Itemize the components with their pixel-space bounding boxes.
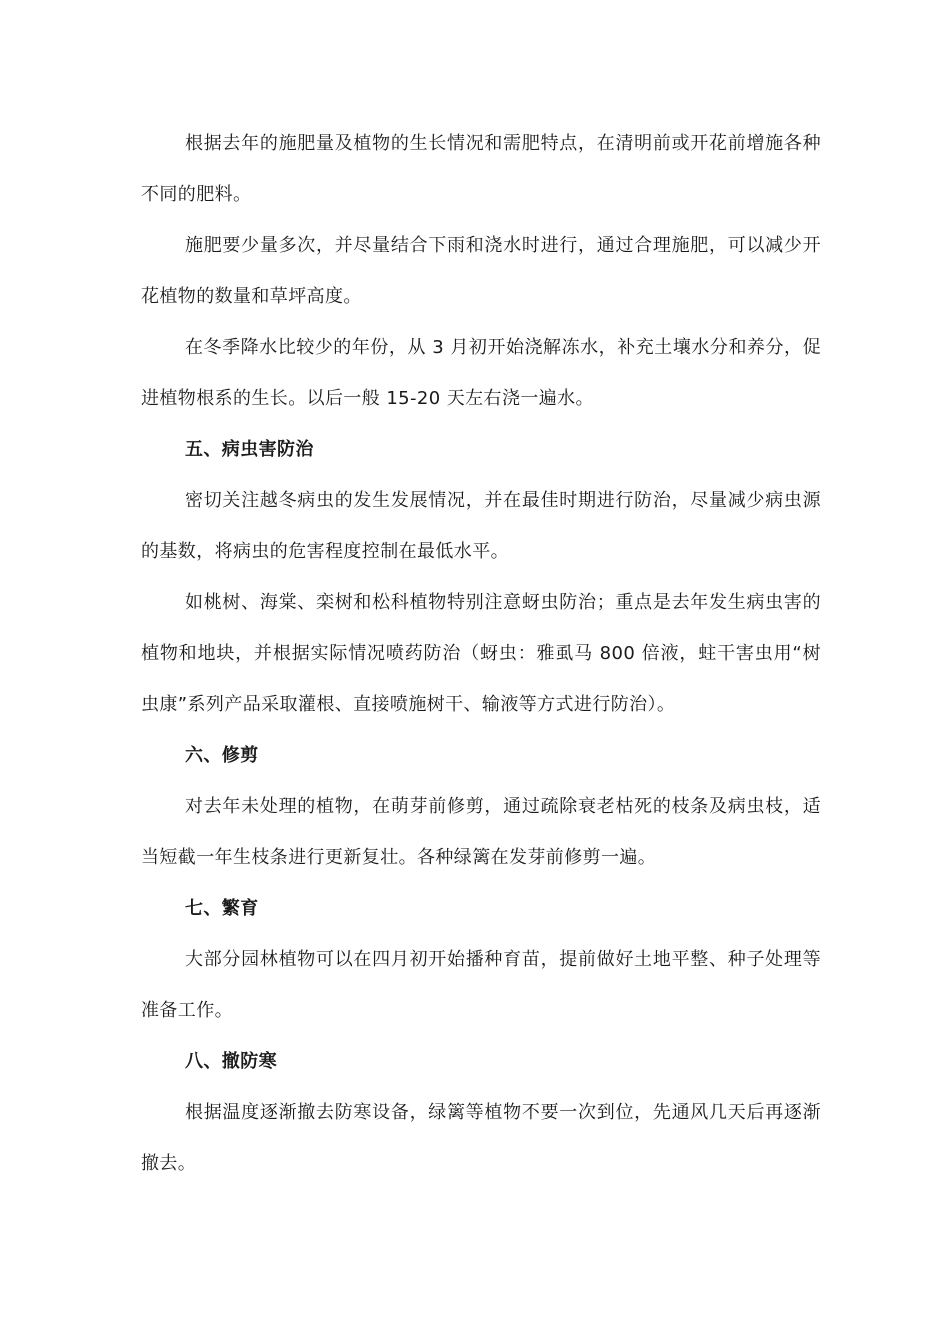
- paragraph-fertilizer-intro: 根据去年的施肥量及植物的生长情况和需肥特点，在清明前或开花前增施各种不同的肥料。: [141, 133, 821, 205]
- section-heading-propagation: 七、繁育: [185, 898, 259, 919]
- paragraph-propagation: 大部分园林植物可以在四月初开始播种育苗，提前做好土地平整、种子处理等准备工作。: [141, 949, 821, 1021]
- section-heading-pruning: 六、修剪: [185, 745, 259, 766]
- paragraph-aphid-control: 如桃树、海棠、栾树和松科植物特别注意蚜虫防治；重点是去年发生病虫害的植物和地块，并根据实际情况喷药防治（蚜虫：雅虱马 800 倍液，蛀干害虫用“树虫康”系列产品采取灌根、直接喷施树干、输液等方式进行防治）。: [141, 592, 821, 715]
- section-heading-pest-control: 五、病虫害防治: [185, 439, 314, 460]
- paragraph-fertilizer-method: 施肥要少量多次，并尽量结合下雨和浇水时进行，通过合理施肥，可以减少开花植物的数量和草坪高度。: [141, 235, 821, 307]
- paragraph-pruning: 对去年未处理的植物，在萌芽前修剪，通过疏除衰老枯死的枝条及病虫枝，适当短截一年生枝条进行更新复壮。各种绿篱在发芽前修剪一遍。: [141, 796, 821, 868]
- paragraph-thaw-water: 在冬季降水比较少的年份，从 3 月初开始浇解冻水，补充土壤水分和养分，促进植物根系的生长。以后一般 15-20 天左右浇一遍水。: [141, 337, 821, 409]
- document-body: [141, 118, 821, 1189]
- paragraph-pest-monitoring: 密切关注越冬病虫的发生发展情况，并在最佳时期进行防治，尽量减少病虫源的基数，将病虫的危害程度控制在最低水平。: [141, 490, 821, 562]
- paragraph-remove-cold-protection: 根据温度逐渐撤去防寒设备，绿篱等植物不要一次到位，先通风几天后再逐渐撤去。: [141, 1102, 821, 1174]
- section-heading-remove-cold-protection: 八、撤防寒: [185, 1051, 277, 1072]
